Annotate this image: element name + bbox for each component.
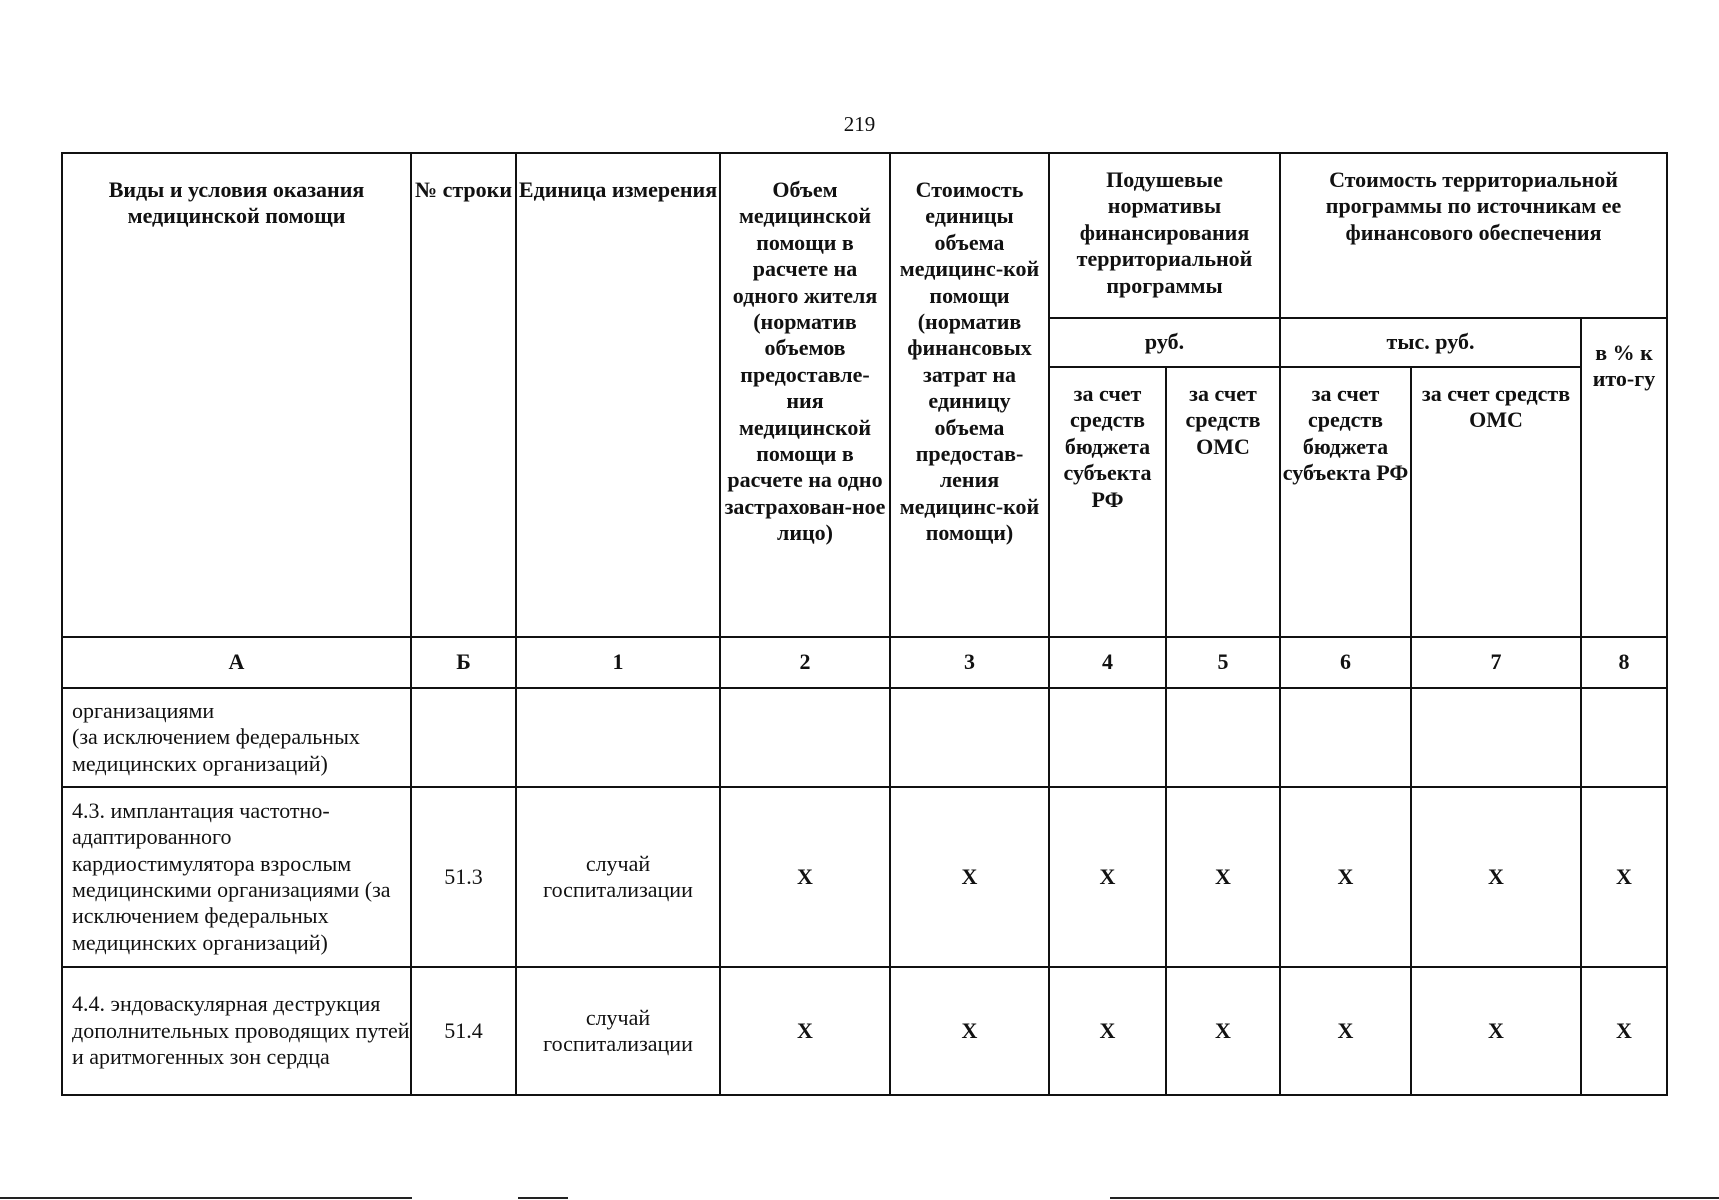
page-number: 219 bbox=[843, 112, 876, 136]
table-cell-value: X bbox=[1215, 1017, 1231, 1043]
header-budget-thousand: за счет средств бюджета субъекта РФ bbox=[1282, 381, 1409, 486]
table-row-name: 4.4. эндоваскулярная деструкция дополнительных проводящих путей и аритмогенных зон сердца bbox=[72, 991, 410, 1070]
table-cell-value: X bbox=[1616, 863, 1632, 889]
column-number: 8 bbox=[1618, 649, 1630, 675]
column-number: Б bbox=[456, 649, 471, 675]
header-program-cost-sources: Стоимость территориальной программы по источникам ее финансового обеспечения bbox=[1325, 167, 1622, 245]
column-number: 5 bbox=[1217, 649, 1229, 675]
header-row-number: № строки bbox=[414, 177, 513, 202]
header-types-conditions: Виды и условия оказания медицинской помощи bbox=[108, 177, 365, 229]
header-volume-per-resident: Объем медицинской помощи в расчете на одного жителя (норматив объемов предоставле-ния медицинской помощи в расчете на одно застрахован-ное лицо) bbox=[724, 177, 886, 546]
table-cell-value: X bbox=[797, 1017, 813, 1043]
table-cell-value: X bbox=[1488, 863, 1504, 889]
table-cell-value: X bbox=[961, 863, 978, 889]
table-row-name: организациями (за исключением федеральных медицинских организаций) bbox=[72, 697, 360, 776]
table-cell-value: X bbox=[1099, 863, 1116, 889]
header-per-capita-standards: Подушевые нормативы финансирования территориальной программы bbox=[1076, 167, 1253, 298]
header-percent-of-total: в % к ито-гу bbox=[1592, 340, 1656, 392]
column-number: 4 bbox=[1102, 649, 1113, 675]
header-unit-rub: руб. bbox=[1144, 329, 1185, 355]
header-oms-rub: за счет средств ОМС bbox=[1185, 381, 1261, 459]
scan-edge-line bbox=[1110, 1197, 1719, 1199]
table-cell-value: X bbox=[1488, 1017, 1504, 1043]
column-number: 7 bbox=[1490, 649, 1502, 675]
column-number: А bbox=[228, 649, 245, 675]
column-number: 1 bbox=[612, 649, 624, 675]
table-cell-value: X bbox=[1099, 1017, 1116, 1043]
scan-edge-line bbox=[518, 1197, 568, 1199]
scan-edge-line bbox=[0, 1197, 412, 1199]
table-cell-value: X bbox=[1215, 863, 1231, 889]
table-cell-value: X bbox=[1616, 1017, 1632, 1043]
header-unit-thousand-rub: тыс. руб. bbox=[1386, 329, 1475, 355]
header-unit: Единица измерения bbox=[518, 177, 718, 202]
table-cell-value: X bbox=[1337, 1017, 1354, 1043]
table-cell-value: X bbox=[1337, 863, 1354, 889]
header-oms-thousand: за счет средств ОМС bbox=[1421, 381, 1571, 433]
header-budget-rub: за счет средств бюджета субъекта РФ bbox=[1063, 381, 1152, 512]
table-row-line-number: 51.4 bbox=[444, 1017, 483, 1043]
table-row-unit: случай госпитализации bbox=[543, 1004, 693, 1056]
table-cell-value: X bbox=[961, 1017, 978, 1043]
column-number: 2 bbox=[799, 649, 811, 675]
table-cell-value: X bbox=[797, 863, 813, 889]
column-number: 3 bbox=[964, 649, 975, 675]
header-unit-cost: Стоимость единицы объема медицинс-кой помощи (норматив финансовых затрат на единицу объема предостав-ления медицинс-кой помощи) bbox=[899, 177, 1040, 546]
table-row-unit: случай госпитализации bbox=[543, 850, 693, 902]
table-row-name: 4.3. имплантация частотно-адаптированного кардиостимулятора взрослым медицинскими организациями (за исключением федеральных медицинских организаций) bbox=[72, 797, 391, 955]
column-number: 6 bbox=[1340, 649, 1351, 675]
table-row-line-number: 51.3 bbox=[444, 863, 483, 889]
